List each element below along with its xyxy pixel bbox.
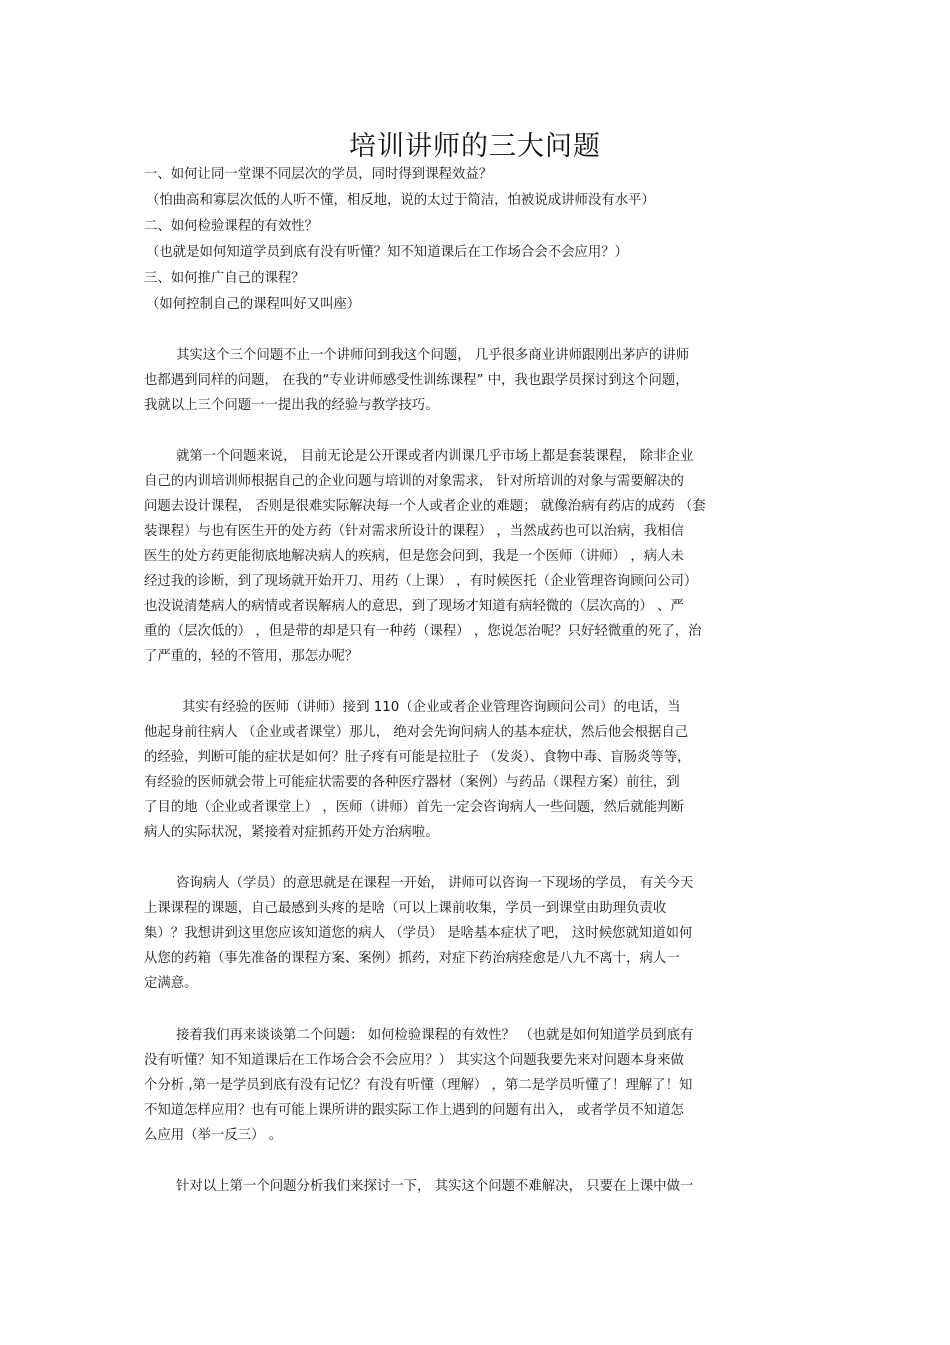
question-2-note: （也就是如何知道学员到底有没有听懂？知不知道课后在工作场合会不会应用？） xyxy=(146,245,629,260)
question-1: 一、如何让同一堂课不同层次的学员，同时得到课程效益？ xyxy=(144,167,493,182)
question-2: 二、如何检验课程的有效性？ xyxy=(144,219,319,234)
paragraph-3-line: 他起身前往病人 （企业或者课堂）那儿， 绝对会先询问病人的基本症状，然后他会根据自己 xyxy=(144,725,689,740)
paragraph-2-line: 重的（层次低的） ，但是带的却是只有一种药（课程） ，您说怎治呢？只好轻微重的死了，治 xyxy=(144,624,702,639)
paragraph-3-line: 有经验的医师就会带上可能症状需要的各种医疗器材（案例）与药品（课程方案）前往，到 xyxy=(144,775,680,790)
paragraph-2-line: 也没说清楚病人的病情或者误解病人的意思，到了现场才知道有病轻微的（层次高的） 、严 xyxy=(144,599,684,614)
paragraph-5-line: 不知道怎样应用？也有可能上课所讲的跟实际工作上遇到的问题有出入， 或者学员不知道怎 xyxy=(144,1103,684,1118)
paragraph-2-line: 了严重的，轻的不管用，那怎办呢？ xyxy=(144,649,359,664)
paragraph-2-line: 就第一个问题来说， 目前无论是公开课或者内训课几乎市场上都是套装课程， 除非企业 xyxy=(176,449,694,464)
question-3: 三、如何推广自己的课程？ xyxy=(144,271,305,286)
paragraph-4-line: 集）？我想讲到这里您应该知道您的病人 （学员） 是啥基本症状了吧， 这时候您就知道如何 xyxy=(144,926,693,941)
paragraph-6-line: 针对以上第一个问题分析我们来探讨一下， 其实这个问题不难解决， 只要在上课中做一 xyxy=(176,1179,694,1194)
paragraph-5-line: 没有听懂？知不知道课后在工作场合会不会应用？） 其实这个问题我要先来对问题本身来做 xyxy=(144,1053,684,1068)
paragraph-3-line: 病人的实际状况，紧接着对症抓药开处方治病啦。 xyxy=(144,825,439,840)
paragraph-5-line: 个分析 ,第一是学员到底有没有记忆？有没有听懂（理解） ，第二是学员听懂了！理解了！知 xyxy=(144,1078,693,1093)
paragraph-4-line: 咨询病人（学员）的意思就是在课程一开始， 讲师可以咨询一下现场的学员， 有关今天 xyxy=(176,876,694,891)
paragraph-3-line: 其实有经验的医师（讲师）接到 110（企业或者企业管理咨询顾问公司）的电话，当 xyxy=(182,700,681,715)
paragraph-4-line: 从您的药箱（事先准备的课程方案、案例）抓药，对症下药治病痊愈是八九不离十，病人一 xyxy=(144,951,680,966)
paragraph-5-line: 么应用（举一反三） 。 xyxy=(144,1128,283,1143)
paragraph-1-line: 其实这个三个问题不止一个讲师问到我这个问题， 几乎很多商业讲师跟刚出茅庐的讲师 xyxy=(176,348,690,363)
paragraph-2-line: 装课程）与也有医生开的处方药（针对需求所设计的课程） ，当然成药也可以治病，我相信 xyxy=(144,524,684,539)
question-1-note: （怕曲高和寡层次低的人听不懂，相反地，说的太过于简洁，怕被说成讲师没有水平） xyxy=(146,193,655,208)
question-3-note: （如何控制自己的课程叫好又叫座） xyxy=(146,297,361,312)
paragraph-1-line: 我就以上三个问题一一提出我的经验与教学技巧。 xyxy=(144,398,439,413)
document-title: 培训讲师的三大问题 xyxy=(349,131,601,162)
paragraph-2-line: 经过我的诊断，到了现场就开始开刀、用药（上课） ，有时候医托（企业管理咨询顾问公司） xyxy=(144,574,698,589)
paragraph-3-line: 的经验，判断可能的症状是如何？肚子疼有可能是拉肚子 （发炎）、食物中毒、盲肠炎等等， xyxy=(144,750,691,765)
paragraph-2-line: 医生的处方药更能彻底地解决病人的疾病，但是您会问到，我是一个医师（讲师） ，病人未 xyxy=(144,549,684,564)
paragraph-3-line: 了目的地（企业或者课堂上） ，医师（讲师）首先一定会咨询病人一些问题，然后就能判断 xyxy=(144,800,684,815)
paragraph-2-line: 问题去设计课程， 否则是很难实际解决每一个人或者企业的难题； 就像治病有药店的成药 （套 xyxy=(144,499,706,514)
paragraph-4-line: 上课课程的课题，自己最感到头疼的是啥（可以上课前收集，学员一到课堂由助理负责收 xyxy=(144,901,667,916)
paragraph-5-line: 接着我们再来谈谈第二个问题： 如何检验课程的有效性？ （也就是如何知道学员到底有 xyxy=(176,1028,694,1043)
paragraph-4-line: 定满意。 xyxy=(144,976,198,991)
paragraph-2-line: 自己的内训培训师根据自己的企业问题与培训的对象需求， 针对所培训的对象与需要解决的 xyxy=(144,474,684,489)
paragraph-1-line: 也都遇到同样的问题， 在我的“专业讲师感受性训练课程” 中，我也跟学员探讨到这个问题， xyxy=(144,373,689,388)
